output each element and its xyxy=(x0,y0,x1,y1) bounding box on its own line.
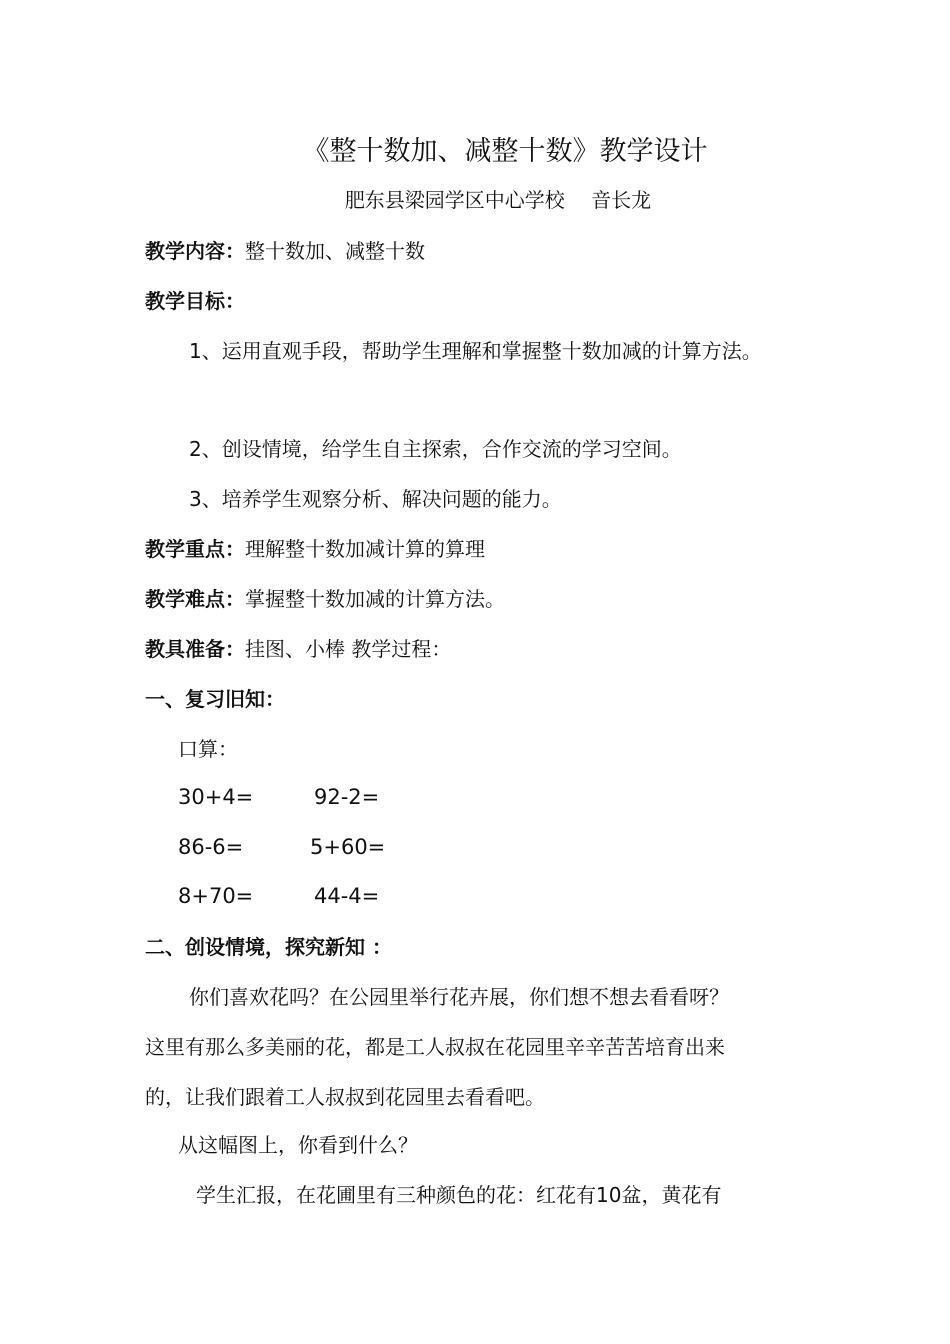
difficulty xyxy=(145,586,505,612)
section-heading: 一、复习旧知： xyxy=(145,687,285,711)
teaching-content xyxy=(145,238,425,264)
teaching-objectives xyxy=(145,288,245,314)
objective-number: 3 xyxy=(189,487,202,511)
objective-number: 1 xyxy=(189,339,202,363)
paragraph-line: 的，让我们跟着工人叔叔到花园里去看看吧。 xyxy=(145,1085,545,1109)
objective-item xyxy=(189,486,562,512)
objective-text: 、培养学生观察分析、解决问题的能力。 xyxy=(201,487,562,511)
difficulty-text: 掌握整十数加减的计算方法。 xyxy=(245,587,505,611)
teaching-tools-label: 教具准备： xyxy=(145,637,245,661)
objective-item xyxy=(189,338,762,364)
calc-item: 44-4= xyxy=(314,884,380,908)
objective-item xyxy=(189,436,682,462)
paragraph-text: 学生汇报，在花圃里有三种颜色的花：红花有 xyxy=(196,1183,596,1207)
objective-text: 、创设情境，给学生自主探索，合作交流的学习空间。 xyxy=(201,437,682,461)
difficulty-label: 教学难点： xyxy=(145,587,245,611)
calc-item: 5+60= xyxy=(310,835,386,859)
teaching-tools xyxy=(145,636,451,662)
calc-item: 8+70= xyxy=(178,884,254,908)
document-title: 《整十数加、减整十数》教学设计 xyxy=(302,136,708,167)
paragraph-line: 从这幅图上，你看到什么？ xyxy=(178,1133,418,1157)
calc-item: 92-2= xyxy=(314,785,380,809)
teaching-content-label: 教学内容： xyxy=(145,239,245,263)
paragraph-number: 10 xyxy=(596,1183,622,1207)
paragraph-line: 这里有那么多美丽的花，都是工人叔叔在花园里辛辛苦苦培育出来 xyxy=(145,1035,725,1059)
key-point xyxy=(145,536,485,562)
paragraph-line: 你们喜欢花吗？在公园里举行花卉展，你们想不想去看看呀？ xyxy=(189,985,729,1009)
teaching-tools-text: 挂图、小棒 教学过程： xyxy=(245,637,452,661)
key-point-label: 教学重点： xyxy=(145,537,245,561)
paragraph-text: 盆，黄花有 xyxy=(621,1183,722,1207)
key-point-text: 理解整十数加减计算的算理 xyxy=(245,537,485,561)
author-line: 肥东县梁园学区中心学校 音长龙 xyxy=(344,188,652,212)
teaching-content-text: 整十数加、减整十数 xyxy=(245,239,425,263)
objective-text: 、运用直观手段，帮助学生理解和掌握整十数加减的计算方法。 xyxy=(201,339,762,363)
mental-math-label: 口算： xyxy=(178,737,238,761)
calc-item: 30+4= xyxy=(178,785,254,809)
teaching-objectives-label: 教学目标： xyxy=(145,289,245,313)
objective-number: 2 xyxy=(189,437,202,461)
section-heading: 二、创设情境，探究新知 ： xyxy=(145,935,392,959)
paragraph-line xyxy=(196,1182,721,1208)
calc-item: 86-6= xyxy=(178,835,244,859)
